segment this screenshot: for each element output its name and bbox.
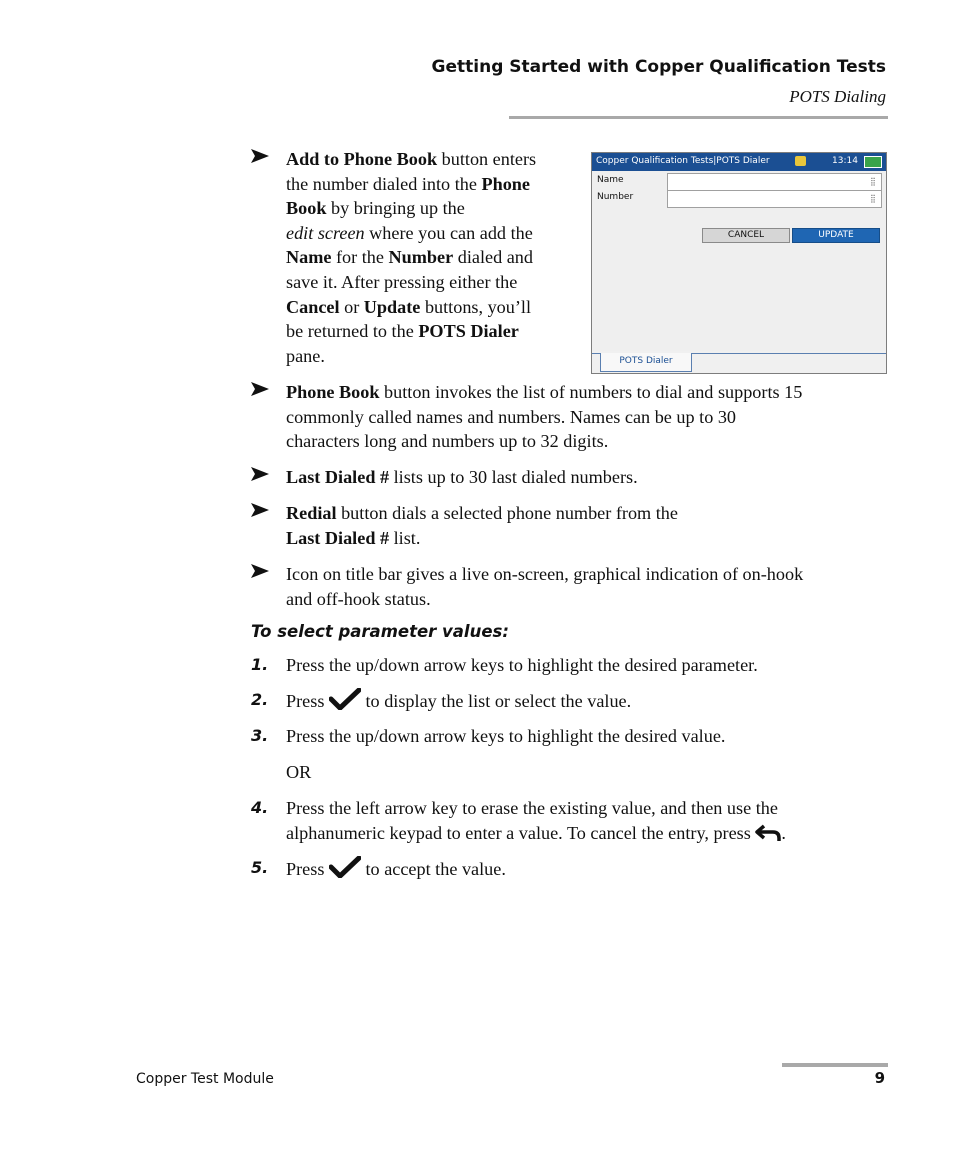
number-label: Number [597,192,634,202]
name-field[interactable] [667,173,882,191]
text-run: Press the up/down arrow keys to highlight the desired value. [286,726,726,746]
text-run: list. [389,527,421,548]
screenshot-body [592,171,886,351]
bullet-arrow-icon [251,467,269,486]
bullet-line [286,380,802,405]
text-run: edit screen [286,222,365,243]
cancel-button[interactable]: CANCEL [702,228,790,243]
text-run: Phone [481,173,530,194]
bullet-line [286,465,638,490]
check-icon [329,688,361,717]
update-button[interactable]: UPDATE [792,228,880,243]
screenshot-title-bar [592,153,886,171]
step-number: 3. [251,726,269,745]
text-run: Cancel [286,296,340,317]
text-run: pane. [286,345,325,366]
text-run: to display the list or select the value. [360,691,632,711]
text-run: Name [286,247,332,268]
text-run: Phone Book [286,382,380,402]
text-run: button enters [437,149,537,169]
text-run: Last Dialed # [286,467,390,487]
phone-hook-status-icon [795,156,806,166]
text-run: or [339,296,364,317]
text-run: Update [363,296,421,317]
bullet-line [286,196,465,221]
text-run: Press [286,691,329,711]
text-run: Press the up/down arrow keys to highlight the desired parameter. [286,655,758,675]
keypad-icon: ⣿ [870,194,876,203]
procedure-heading: To select parameter values: [251,622,509,641]
tab-pots-dialer[interactable]: POTS Dialer [600,353,692,372]
text-run: POTS Dialer [418,321,519,342]
text-run: Press [286,859,329,879]
text-run: OR [286,762,312,782]
text-run: for the [331,247,389,268]
text-run: to accept the value. [360,859,506,879]
text-run: where you can add the [364,222,533,243]
bullet-line [286,270,517,295]
text-run: Number [388,247,454,268]
bullet-line [286,221,533,246]
step-line [286,760,311,785]
step-number: 4. [251,798,269,817]
header-rule [509,116,888,119]
bullet-line [286,526,420,551]
text-run: Press the left arrow key to erase the existing value, and then use the [286,798,778,818]
running-header-title: Getting Started with Copper Qualification Tests [431,57,886,77]
bullet-line [286,501,678,526]
text-run: button invokes the list of numbers to dial and supports 15 [379,382,803,402]
step-line [286,724,725,749]
keypad-icon: ⣿ [870,177,876,186]
screenshot-time: 13:14 [832,156,858,166]
footer-title: Copper Test Module [136,1071,274,1087]
text-run: alphanumeric keypad to enter a value. To cancel the entry, press [286,822,756,843]
text-run: lists up to 30 last dialed numbers. [389,467,638,487]
text-run: Add to Phone Book [286,149,438,169]
number-field[interactable] [667,190,882,208]
text-run: by bringing up the [326,198,465,219]
text-run: commonly called names and numbers. Names can be up to 30 [286,406,737,427]
page-number: 9 [874,1069,885,1087]
bullet-line [286,319,519,344]
name-label: Name [597,175,624,185]
text-run: Redial [286,503,337,523]
bullet-line [286,405,736,430]
device-screenshot [591,152,887,374]
running-header-subtitle: POTS Dialing [789,87,886,106]
bullet-line [286,562,803,587]
bullet-arrow-icon [251,382,269,401]
step-number: 5. [251,858,269,877]
check-icon [329,856,361,885]
bullet-line [286,245,533,270]
battery-icon [864,156,882,168]
bullet-line [286,344,325,369]
step-line [286,688,631,717]
text-run: and off-hook status. [286,588,431,609]
text-run: be returned to the [286,321,419,342]
text-run: save it. After pressing either the [286,272,518,292]
step-number: 2. [251,690,269,709]
footer-rule [782,1063,888,1067]
step-line [286,796,778,821]
bullet-line [286,172,530,197]
bullet-line [286,147,536,172]
step-line [286,653,758,678]
text-run: buttons, you’ll [420,296,532,317]
screenshot-title: Copper Qualification Tests|POTS Dialer [596,156,770,166]
step-line [286,856,506,885]
text-run: Last Dialed # [286,527,390,548]
step-line [286,821,786,849]
bullet-arrow-icon [251,149,269,168]
text-run: the number dialed into the [286,173,482,194]
back-arrow-icon [755,824,781,849]
bullet-arrow-icon [251,503,269,522]
bullet-line [286,429,608,454]
bullet-arrow-icon [251,564,269,583]
text-run: dialed and [453,247,533,268]
bullet-line [286,587,431,612]
text-run: characters long and numbers up to 32 digits. [286,431,609,452]
bullet-line [286,295,531,320]
text-run: . [781,822,786,843]
text-run: Book [286,198,327,219]
text-run: Icon on title bar gives a live on-screen, graphical indication of on-hook [286,564,804,584]
text-run: button dials a selected phone number from the [336,503,678,523]
step-number: 1. [251,655,269,674]
